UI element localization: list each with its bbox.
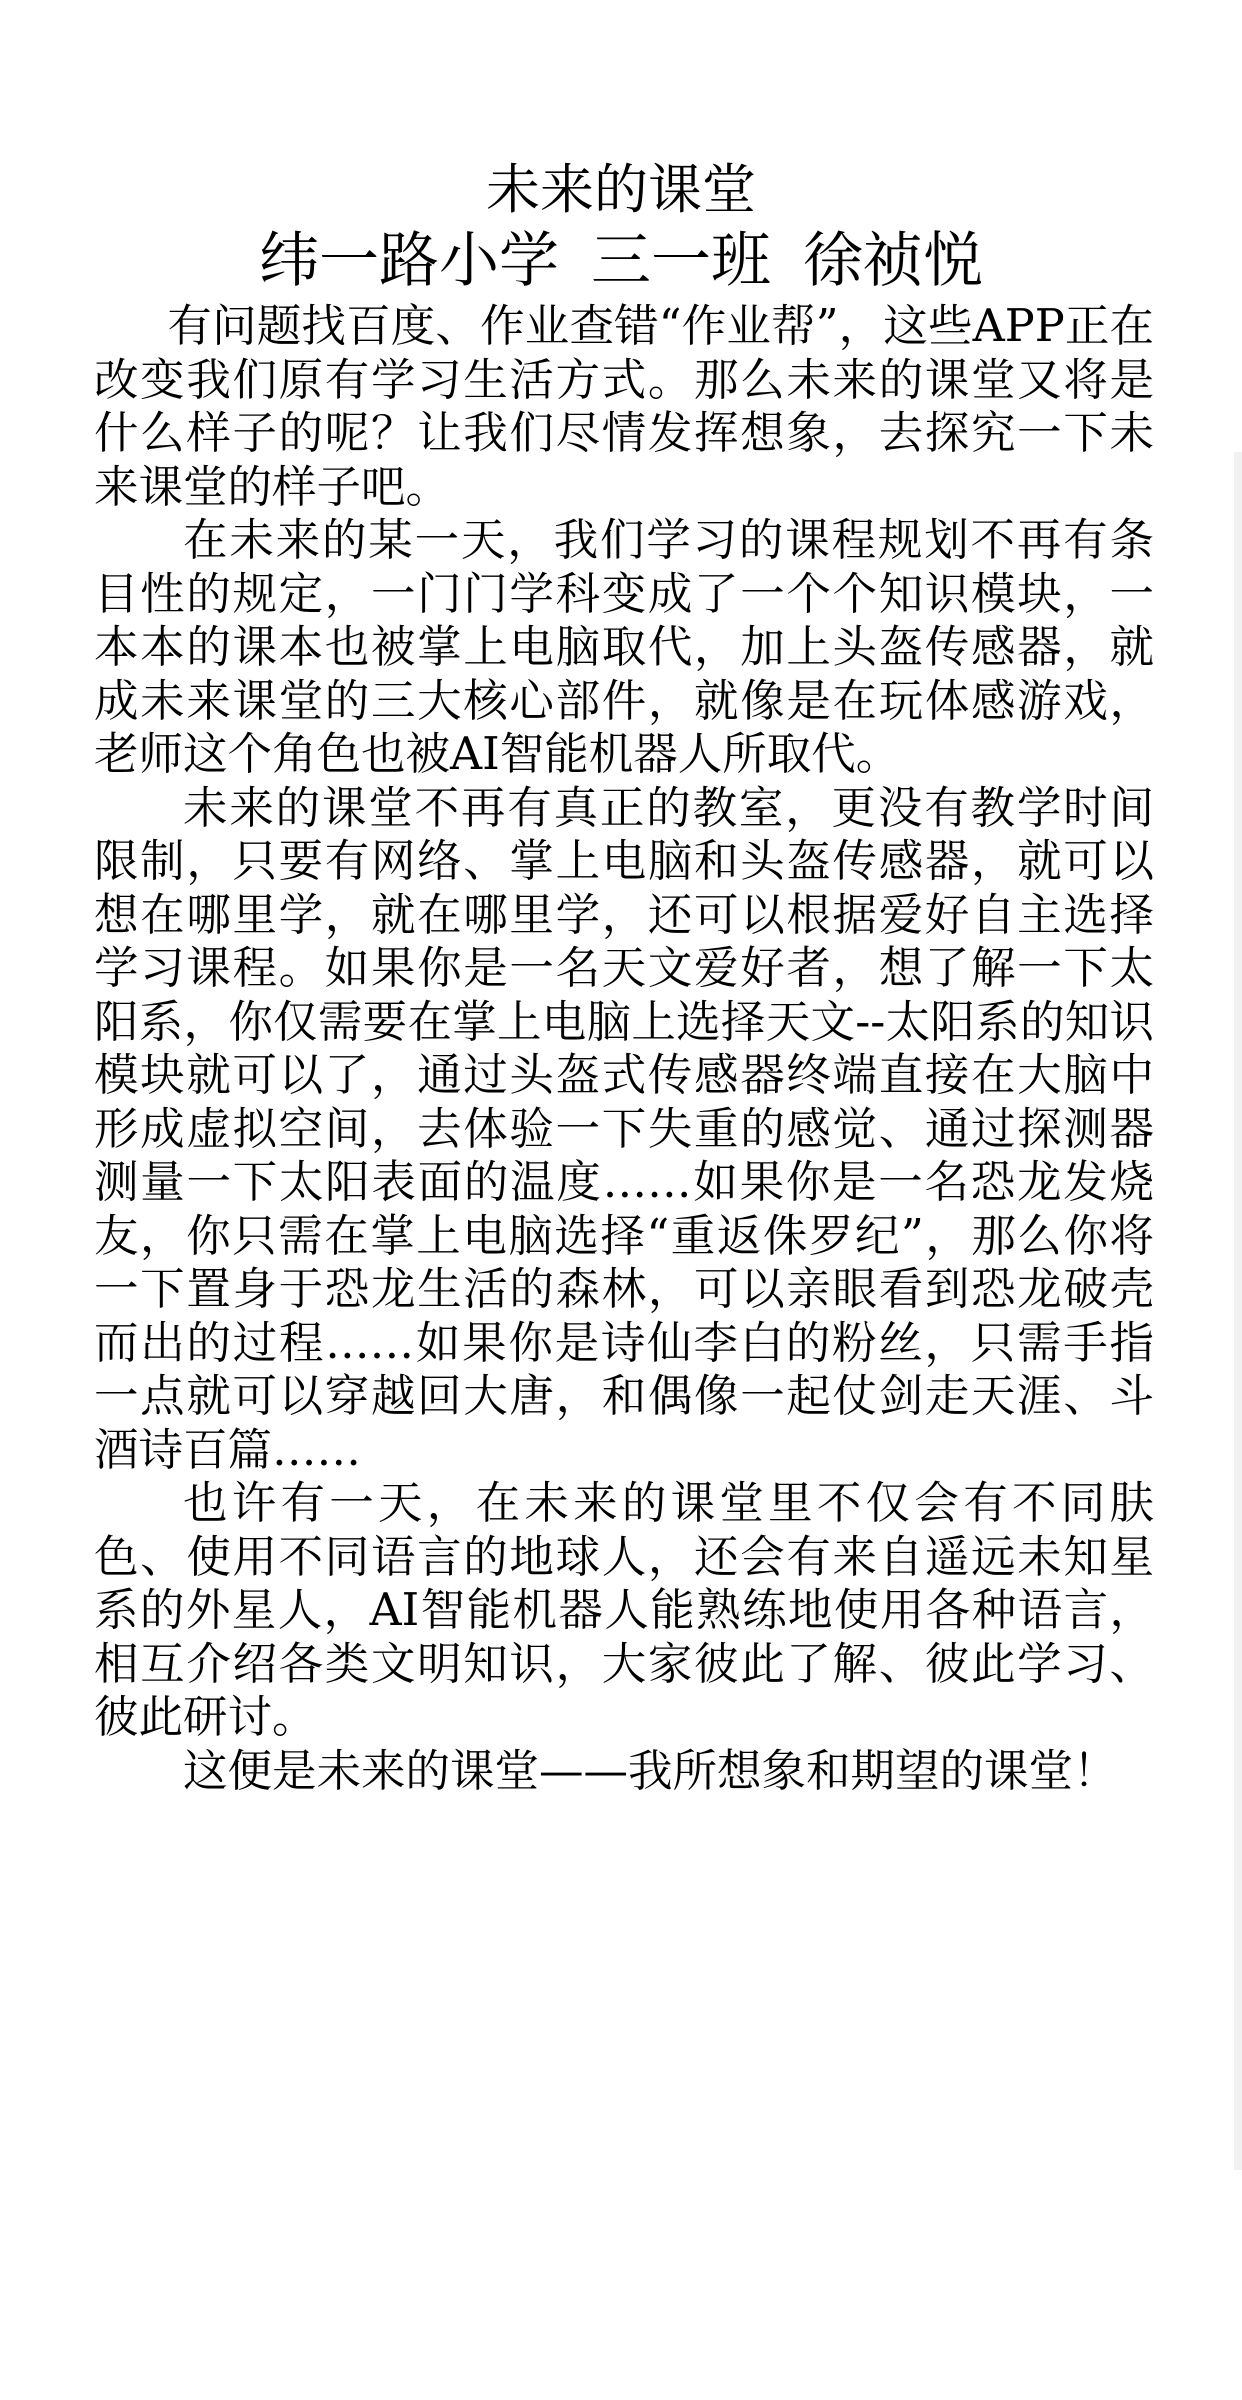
author-name: 徐祯悦 — [803, 226, 983, 296]
document-title: 未来的课堂 — [486, 158, 756, 221]
paragraph-5: 这便是未来的课堂——我所想象和期望的课堂！ — [183, 1745, 1118, 1797]
essay-body — [94, 300, 1154, 1798]
author-byline — [0, 226, 1242, 296]
paragraph-2: 在未来的某一天，我们学习的课程规划不再有条目性的规定，一门门学科变成了一个个知识模块，一本本的课本也被掌上电脑取代，加上头盔传感器，就成未来课堂的三大核心部件，就像是在玩体感游戏，老师这个角色也被AI智能机器人所取代。 — [94, 515, 1154, 780]
page-edge-shadow — [1234, 452, 1242, 2170]
class-name: 三一班 — [591, 226, 771, 296]
paragraph-1: 有问题找百度、作业查错“作业帮”，这些APP正在改变我们原有学习生活方式。那么未来的课堂又将是什么样子的呢？让我们尽情发挥想象，去探究一下未来课堂的样子吧。 — [94, 301, 1154, 513]
school-name: 纬一路小学 — [259, 226, 559, 296]
paragraph-4: 也许有一天，在未来的课堂里不仅会有不同肤色、使用不同语言的地球人，还会有来自遥远未知星系的外星人，AI智能机器人能熟练地使用各种语言，相互介绍各类文明知识，大家彼此了解、彼此学习、彼此研讨。 — [94, 1478, 1154, 1743]
paragraph-3: 未来的课堂不再有真正的教室，更没有教学时间限制，只要有网络、掌上电脑和头盔传感器，就可以想在哪里学，就在哪里学，还可以根据爱好自主选择学习课程。如果你是一名天文爱好者，想了解一下太阳系，你仅需要在掌上电脑上选择天文--太阳系的知识模块就可以了，通过头盔式传感器终端直接在大脑中形成虚拟空间，去体验一下失重的感觉、通过探测器测量一下太阳表面的温度……如果你是一名恐龙发烧友，你只需在掌上电脑选择“重返侏罗纪”，那么你将一下置身于恐龙生活的森林，可以亲眼看到恐龙破壳而出的过程……如果你是诗仙李白的粉丝，只需手指一点就可以穿越回大唐，和偶像一起仗剑走天涯、斗酒诗百篇…… — [94, 782, 1154, 1476]
